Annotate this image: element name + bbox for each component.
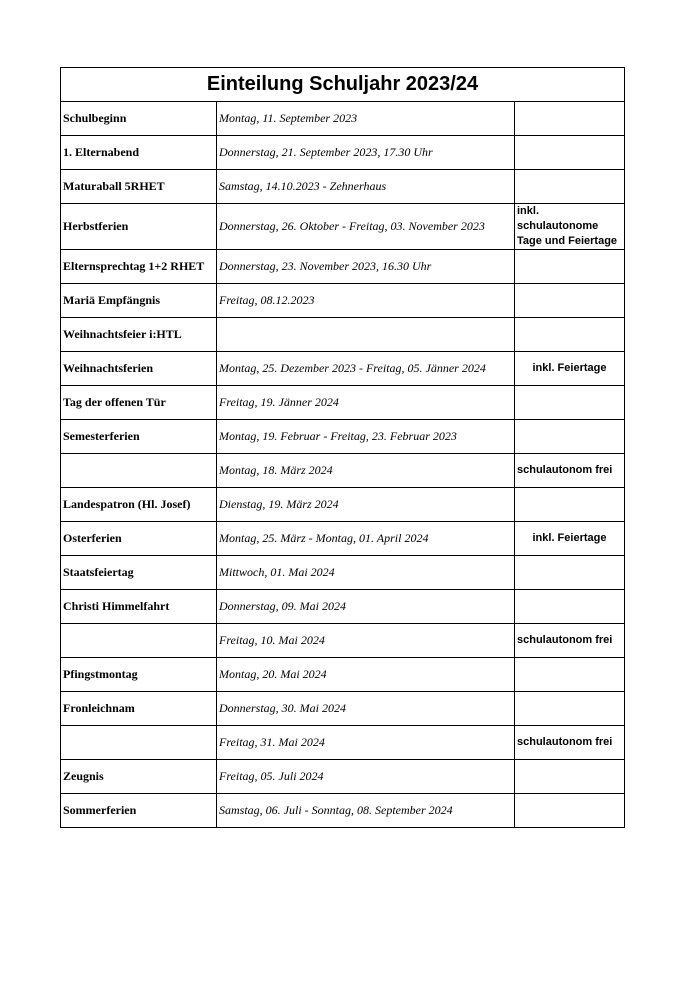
date-cell: Freitag, 08.12.2023: [217, 284, 515, 318]
event-cell: Sommerferien: [61, 794, 217, 828]
event-cell: 1. Elternabend: [61, 136, 217, 170]
title-row: [61, 68, 625, 102]
note-cell: [515, 318, 625, 352]
note-cell: [515, 692, 625, 726]
table-row: [61, 170, 625, 204]
event-cell: [61, 454, 217, 488]
note-cell: inkl. schulautonome Tage und Feiertage: [515, 204, 625, 250]
table-row: [61, 352, 625, 386]
table-row: [61, 136, 625, 170]
note-cell: [515, 420, 625, 454]
note-cell: [515, 794, 625, 828]
note-cell: schulautonom frei: [515, 726, 625, 760]
date-cell: Freitag, 10. Mai 2024: [217, 624, 515, 658]
table-row: [61, 318, 625, 352]
date-cell: Donnerstag, 09. Mai 2024: [217, 590, 515, 624]
note-cell: [515, 488, 625, 522]
event-cell: Fronleichnam: [61, 692, 217, 726]
note-cell: [515, 590, 625, 624]
table-row: [61, 624, 625, 658]
note-cell: inkl. Feiertage: [515, 522, 625, 556]
note-cell: [515, 760, 625, 794]
date-cell: Montag, 11. September 2023: [217, 102, 515, 136]
note-cell: [515, 136, 625, 170]
table-row: [61, 420, 625, 454]
table-row: [61, 488, 625, 522]
note-cell: inkl. Feiertage: [515, 352, 625, 386]
note-cell: schulautonom frei: [515, 624, 625, 658]
table-row: [61, 726, 625, 760]
table-row: [61, 658, 625, 692]
event-cell: Herbstferien: [61, 204, 217, 250]
event-cell: Christi Himmelfahrt: [61, 590, 217, 624]
table-row: [61, 760, 625, 794]
date-cell: Samstag, 14.10.2023 - Zehnerhaus: [217, 170, 515, 204]
table-row: [61, 692, 625, 726]
event-cell: Staatsfeiertag: [61, 556, 217, 590]
date-cell: Dienstag, 19. März 2024: [217, 488, 515, 522]
page-title: Einteilung Schuljahr 2023/24: [61, 68, 625, 102]
table-row: [61, 386, 625, 420]
event-cell: Mariä Empfängnis: [61, 284, 217, 318]
note-cell: [515, 556, 625, 590]
event-cell: Maturaball 5RHET: [61, 170, 217, 204]
schedule-rows: [61, 102, 625, 828]
table-row: [61, 102, 625, 136]
date-cell: Donnerstag, 23. November 2023, 16.30 Uhr: [217, 250, 515, 284]
event-cell: Osterferien: [61, 522, 217, 556]
table-row: [61, 250, 625, 284]
date-cell: Montag, 25. Dezember 2023 - Freitag, 05. Jänner 2024: [217, 352, 515, 386]
table-row: [61, 454, 625, 488]
date-cell: Freitag, 31. Mai 2024: [217, 726, 515, 760]
date-cell: [217, 318, 515, 352]
date-cell: Montag, 19. Februar - Freitag, 23. Februar 2023: [217, 420, 515, 454]
note-cell: [515, 102, 625, 136]
date-cell: Montag, 20. Mai 2024: [217, 658, 515, 692]
date-cell: Mittwoch, 01. Mai 2024: [217, 556, 515, 590]
note-cell: [515, 386, 625, 420]
table-row: [61, 284, 625, 318]
date-cell: Montag, 25. März - Montag, 01. April 2024: [217, 522, 515, 556]
date-cell: Donnerstag, 26. Oktober - Freitag, 03. November 2023: [217, 204, 515, 250]
table-row: [61, 794, 625, 828]
table-row: [61, 522, 625, 556]
table-row: [61, 204, 625, 250]
date-cell: Freitag, 05. Juli 2024: [217, 760, 515, 794]
event-cell: Elternsprechtag 1+2 RHET: [61, 250, 217, 284]
date-cell: Donnerstag, 21. September 2023, 17.30 Uhr: [217, 136, 515, 170]
event-cell: Zeugnis: [61, 760, 217, 794]
note-cell: [515, 170, 625, 204]
event-cell: Weihnachtsferien: [61, 352, 217, 386]
event-cell: Schulbeginn: [61, 102, 217, 136]
table-row: [61, 556, 625, 590]
table-row: [61, 590, 625, 624]
note-cell: schulautonom frei: [515, 454, 625, 488]
event-cell: Landespatron (Hl. Josef): [61, 488, 217, 522]
date-cell: Freitag, 19. Jänner 2024: [217, 386, 515, 420]
note-cell: [515, 250, 625, 284]
event-cell: Pfingstmontag: [61, 658, 217, 692]
date-cell: Samstag, 06. Juli - Sonntag, 08. September 2024: [217, 794, 515, 828]
date-cell: Donnerstag, 30. Mai 2024: [217, 692, 515, 726]
event-cell: Tag der offenen Tür: [61, 386, 217, 420]
schedule-table: [60, 67, 625, 828]
event-cell: [61, 726, 217, 760]
date-cell: Montag, 18. März 2024: [217, 454, 515, 488]
event-cell: [61, 624, 217, 658]
note-cell: [515, 284, 625, 318]
note-cell: [515, 658, 625, 692]
event-cell: Weihnachtsfeier i:HTL: [61, 318, 217, 352]
event-cell: Semesterferien: [61, 420, 217, 454]
